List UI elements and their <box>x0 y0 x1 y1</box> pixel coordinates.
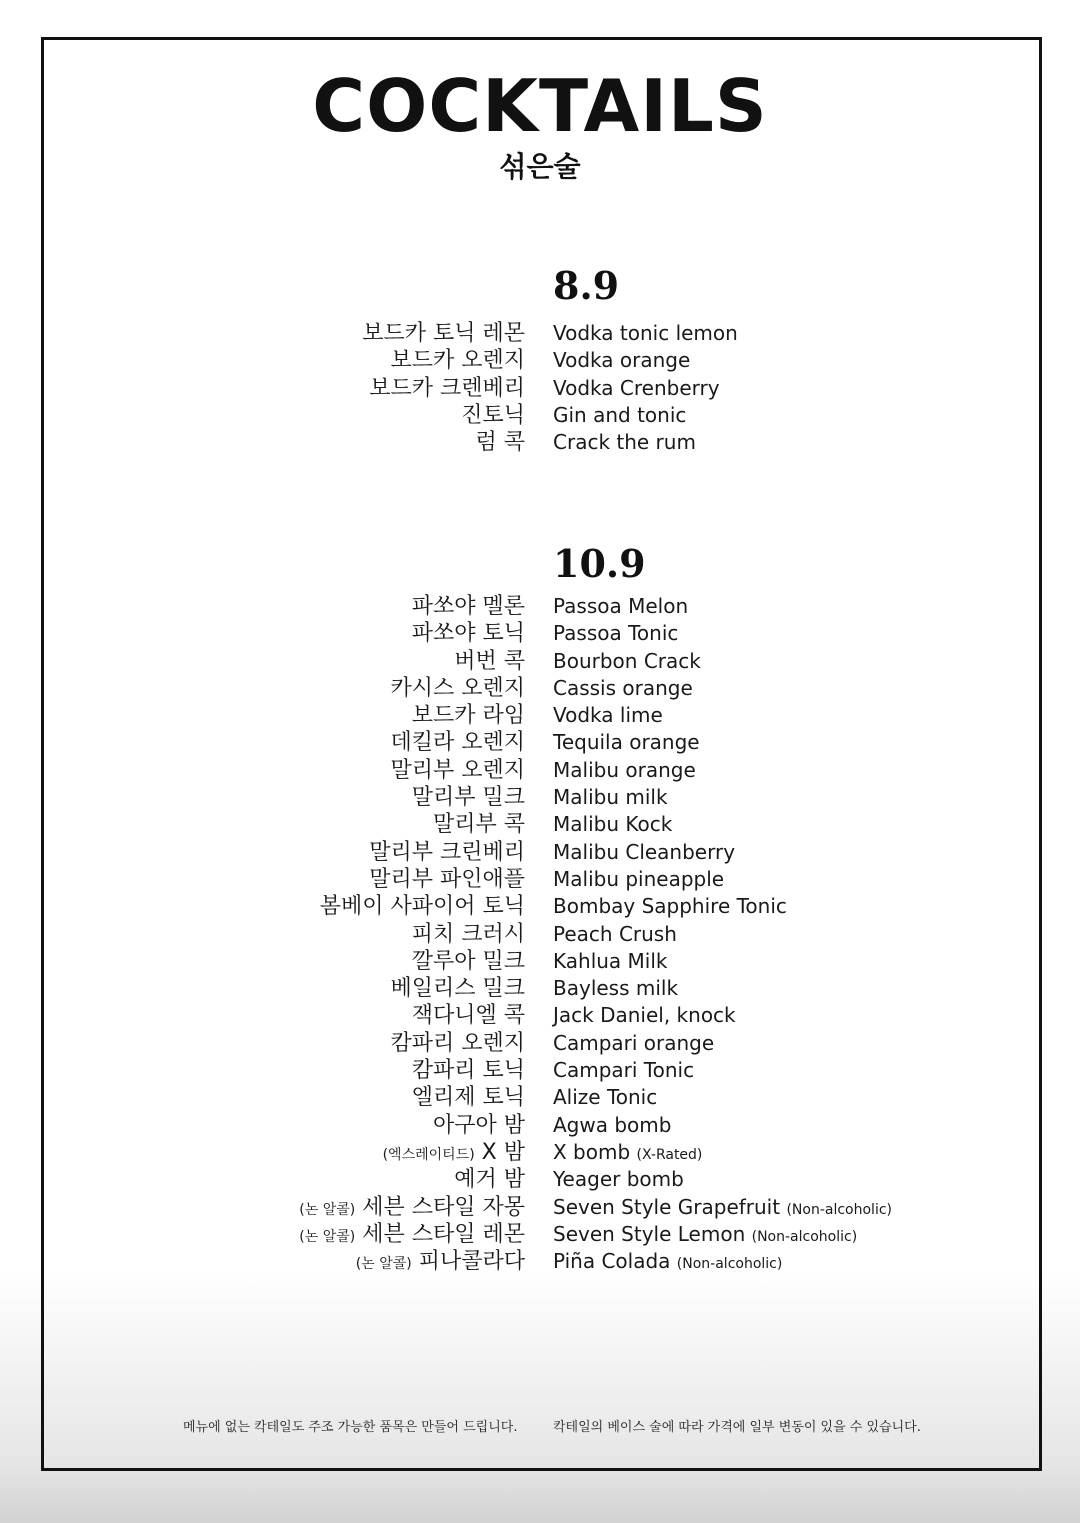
menu-item <box>0 948 1080 975</box>
menu-item <box>0 839 1080 866</box>
menu-item <box>0 620 1080 647</box>
menu-item-english-name: Crack the rum <box>553 430 696 455</box>
menu-item-korean-name: 보드카 토닉 레몬 <box>362 321 525 346</box>
menu-item-korean-name: X 밤 <box>481 1139 525 1165</box>
menu-item-english-name: Vodka tonic lemon <box>553 321 738 345</box>
menu-item-english-name: Malibu pineapple <box>553 866 725 891</box>
menu-item <box>0 1194 1080 1221</box>
menu-item-korean-name: 피나콜라다 <box>418 1249 525 1275</box>
menu-item-english <box>553 429 696 456</box>
menu-item-korean <box>412 702 525 729</box>
menu-item-english-name: Tequila orange <box>553 730 700 755</box>
menu-item-english-name: Jack Daniel, knock <box>553 1003 736 1028</box>
menu-item-english <box>553 402 686 429</box>
menu-item-english <box>553 921 677 948</box>
menu-item <box>0 429 1080 456</box>
menu-item-english <box>553 839 735 866</box>
menu-item-korean <box>299 1194 525 1224</box>
menu-item-korean <box>383 1139 525 1169</box>
menu-item-korean-name: 파쏘야 멜론 <box>411 594 525 619</box>
menu-item-korean-name: 봄베이 사파이어 토닉 <box>319 894 525 920</box>
menu-item-korean <box>369 839 525 866</box>
menu-item-korean-name: 보드카 크렌베리 <box>369 375 525 401</box>
menu-item-english-name: Campari orange <box>553 1030 715 1055</box>
menu-item <box>0 702 1080 729</box>
menu-item-korean-note: (논 알콜) <box>299 1228 356 1245</box>
menu-item-korean-name: 말리부 오렌지 <box>390 757 525 783</box>
menu-item-korean-name: 예거 밤 <box>454 1167 525 1193</box>
menu-item-english-name: Bayless milk <box>553 976 679 1001</box>
menu-item-english <box>553 729 700 756</box>
menu-item-korean-name: 엘리제 토닉 <box>411 1085 525 1111</box>
menu-item-korean-name: 깔루아 밀크 <box>411 948 525 974</box>
menu-item-korean-name: 말리부 크린베리 <box>369 839 525 865</box>
menu-item <box>0 1112 1080 1139</box>
menu-item-korean-name: 보드카 오렌지 <box>390 348 525 374</box>
menu-item-english <box>553 948 668 975</box>
page-subtitle: 섞은술 <box>499 150 581 183</box>
menu-item <box>0 866 1080 893</box>
menu-item-korean <box>356 1248 525 1278</box>
menu-item-english-name: Campari Tonic <box>553 1058 695 1083</box>
menu-item-english-name: Bourbon Crack <box>553 648 701 673</box>
menu-item-english <box>553 620 678 647</box>
menu-list-10-9 <box>0 593 1080 1275</box>
menu-item <box>0 893 1080 920</box>
menu-item-english <box>553 320 738 347</box>
menu-item-english-name: Kahlua Milk <box>553 948 668 973</box>
menu-item-english-name: Malibu orange <box>553 757 696 782</box>
menu-item-korean-name: 보드카 라임 <box>411 703 525 729</box>
menu-item-english <box>553 1221 857 1251</box>
menu-item-korean <box>433 1112 525 1139</box>
menu-item-english-note: (Non-alcoholic) <box>786 1201 892 1218</box>
menu-item-english-note: (Non-alcoholic) <box>751 1228 858 1245</box>
menu-item-korean <box>433 811 525 838</box>
menu-item-english <box>553 1166 684 1193</box>
menu-item <box>0 1166 1080 1193</box>
menu-item-english <box>553 675 693 702</box>
menu-item-english-name: Malibu milk <box>553 785 668 810</box>
menu-item-korean <box>412 620 525 647</box>
menu-item-english <box>553 1112 671 1139</box>
menu-item-korean-name: 세븐 스타일 레몬 <box>362 1221 525 1247</box>
menu-item-english <box>553 593 688 620</box>
menu-item-korean-name: 캄파리 토닉 <box>411 1058 525 1084</box>
menu-item <box>0 811 1080 838</box>
menu-item-english-name: Malibu Kock <box>553 812 673 837</box>
menu-item-korean-name: 말리부 밀크 <box>411 785 525 811</box>
menu-item-english-name: Malibu Cleanberry <box>553 839 736 864</box>
menu-item-korean-name: 버번 콕 <box>454 648 525 674</box>
menu-item-english-name: Piña Colada <box>553 1249 671 1274</box>
menu-item <box>0 1057 1080 1084</box>
menu-item-korean-name: 파쏘야 토닉 <box>411 621 525 647</box>
menu-item-korean <box>390 757 525 784</box>
menu-item-english-name: X bomb <box>553 1139 631 1164</box>
menu-item <box>0 593 1080 620</box>
menu-item-korean-name: 베일리스 밀크 <box>390 976 525 1002</box>
menu-item-korean-name: 피치 크러시 <box>411 921 525 947</box>
menu-item-english-name: Gin and tonic <box>553 402 687 427</box>
menu-item-korean-note: (엑스레이티드) <box>382 1146 475 1163</box>
menu-item-korean-name: 말리부 콕 <box>432 812 525 838</box>
menu-item-english <box>553 1248 782 1278</box>
menu-item-korean <box>454 1166 525 1193</box>
menu-item-korean-name: 데킬라 오렌지 <box>390 730 525 756</box>
menu-item-korean <box>476 429 526 456</box>
menu-item-korean <box>412 593 525 620</box>
menu-item-english-name: Vodka lime <box>553 703 663 728</box>
menu-item <box>0 1221 1080 1248</box>
menu-item-english-name: Vodka Crenberry <box>553 375 720 400</box>
menu-item-english-name: Passoa Tonic <box>553 621 679 646</box>
menu-item <box>0 402 1080 429</box>
menu-item-english-name: Alize Tonic <box>553 1085 658 1110</box>
footer-note-right: 칵테일의 베이스 술에 따라 가격에 일부 변동이 있을 수 있습니다. <box>553 1420 921 1435</box>
page-title: COCKTAILS <box>312 64 768 148</box>
menu-item <box>0 784 1080 811</box>
menu-list-8-9 <box>0 320 1080 456</box>
menu-item <box>0 375 1080 402</box>
menu-item-english-name: Peach Crush <box>553 921 677 946</box>
menu-item-english-name: Cassis orange <box>553 675 693 700</box>
menu-item <box>0 921 1080 948</box>
menu-item-english <box>553 1194 892 1224</box>
menu-item-english <box>553 648 701 675</box>
menu-item-english-name: Bombay Sapphire Tonic <box>553 894 787 919</box>
menu-item-korean <box>362 320 525 347</box>
menu-item-korean <box>390 675 525 702</box>
menu-item-english <box>553 866 724 893</box>
menu-item-english-name: Seven Style Lemon <box>553 1221 746 1246</box>
menu-item-english <box>553 1002 736 1029</box>
menu-item-korean-name: 럼 콕 <box>475 430 525 456</box>
menu-item-english <box>553 784 668 811</box>
menu-item-korean <box>454 648 525 675</box>
menu-item-english <box>553 975 678 1002</box>
menu-item-korean-name: 말리부 파인애플 <box>369 866 525 892</box>
menu-item <box>0 1002 1080 1029</box>
menu-item-korean <box>461 402 525 429</box>
menu-item-korean <box>390 975 525 1002</box>
menu-item-korean <box>412 1057 525 1084</box>
menu-item-english <box>553 375 720 402</box>
menu-item-korean-note: (논 알콜) <box>355 1256 412 1273</box>
menu-item-english-name: Agwa bomb <box>553 1112 672 1137</box>
menu-item <box>0 1248 1080 1275</box>
menu-item <box>0 729 1080 756</box>
menu-item-english <box>553 757 696 784</box>
menu-item <box>0 347 1080 374</box>
menu-item-korean <box>369 375 525 402</box>
menu-item-korean <box>412 784 525 811</box>
menu-item-english <box>553 893 787 920</box>
menu-item-english-name: Passoa Melon <box>553 594 689 618</box>
menu-item-korean <box>412 921 525 948</box>
price-heading-10-9: 10.9 <box>553 541 646 586</box>
menu-item <box>0 1030 1080 1057</box>
menu-item <box>0 975 1080 1002</box>
menu-item-korean <box>412 1002 525 1029</box>
menu-item-english <box>553 347 690 374</box>
menu-item-korean-name: 세븐 스타일 자몽 <box>362 1194 525 1220</box>
menu-item-korean <box>412 948 525 975</box>
menu-item-english <box>553 1057 694 1084</box>
menu-item-english-name: Yeager bomb <box>553 1167 684 1192</box>
menu-item-english <box>553 811 672 838</box>
price-heading-8-9: 8.9 <box>553 263 620 308</box>
menu-item-english-name: Vodka orange <box>553 348 691 373</box>
menu-item-korean-name: 잭다니엘 콕 <box>411 1003 525 1029</box>
menu-item <box>0 1084 1080 1111</box>
menu-item-english-note: (Non-alcoholic) <box>676 1256 783 1273</box>
menu-item-korean <box>369 866 525 893</box>
menu-item-korean-name: 진토닉 <box>461 402 525 428</box>
menu-item-english <box>553 1139 702 1169</box>
menu-item-korean-note: (논 알콜) <box>299 1201 356 1218</box>
menu-item-korean <box>299 1221 525 1251</box>
menu-item-korean <box>320 893 525 920</box>
menu-item <box>0 757 1080 784</box>
footer-note-left: 메뉴에 없는 칵테일도 주조 가능한 품목은 만들어 드립니다. <box>183 1420 518 1435</box>
menu-item-english-note: (X-Rated) <box>636 1146 703 1163</box>
menu-item-korean-name: 아구아 밤 <box>432 1112 525 1138</box>
menu-item-english <box>553 1084 657 1111</box>
menu-item-english-name: Seven Style Grapefruit <box>553 1194 781 1219</box>
menu-item-korean <box>390 347 525 374</box>
menu-item-korean-name: 캄파리 오렌지 <box>390 1030 525 1056</box>
menu-item-english <box>553 1030 714 1057</box>
menu-item-english <box>553 702 663 729</box>
menu-item-korean-name: 카시스 오렌지 <box>390 675 525 701</box>
menu-item <box>0 320 1080 347</box>
menu-item <box>0 648 1080 675</box>
menu-item-korean <box>390 729 525 756</box>
menu-item <box>0 675 1080 702</box>
menu-item <box>0 1139 1080 1166</box>
menu-item-korean <box>412 1084 525 1111</box>
menu-item-korean <box>390 1030 525 1057</box>
